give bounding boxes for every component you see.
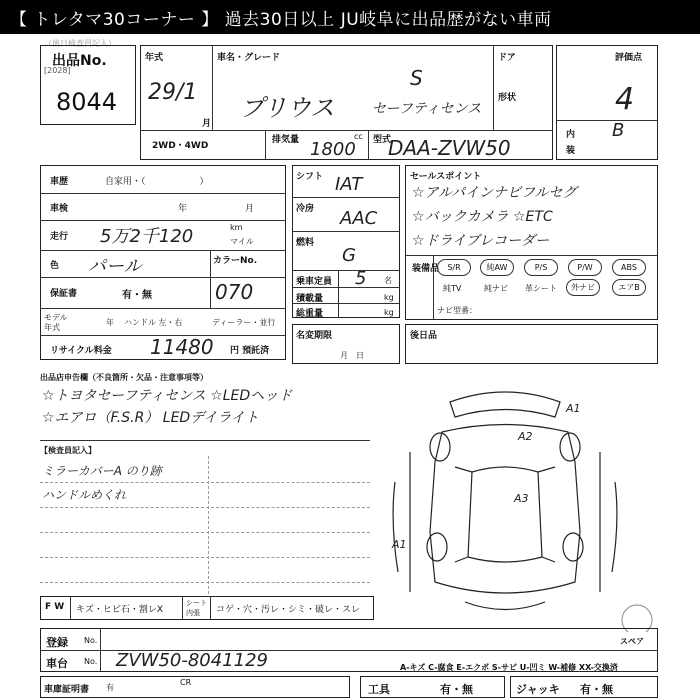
shift-value: IAT [335, 174, 363, 195]
car-body-outline [430, 425, 580, 594]
displacement-unit: cc [354, 132, 363, 141]
fuel-value: G [342, 245, 356, 266]
equip-navi-model: ナビ型番： [437, 306, 477, 315]
tools-label: 工具 [368, 683, 390, 696]
color-label: 色 [50, 261, 60, 271]
equip-navi: 純ナビ [484, 284, 508, 293]
interior-label1: 内 [566, 130, 576, 140]
year-label: 年式 [145, 53, 164, 63]
history-value: 自家用・（ ） [105, 177, 209, 187]
model-label: 型式 [373, 135, 392, 145]
jack-value: 有・無 [580, 683, 613, 696]
year-value: 29/1 [148, 80, 198, 105]
later-box [405, 324, 658, 364]
header-banner [0, 0, 700, 34]
car-grade: S [410, 66, 423, 90]
inspector-line-1: ミラーカバーA のり跡 [42, 464, 162, 478]
load-label: 積載量 [296, 294, 324, 304]
car-roof [468, 467, 542, 562]
equip-tv: 純TV [443, 284, 462, 293]
diagram-a1-top: A1 [566, 402, 581, 415]
fuel-label: 燃料 [296, 238, 315, 248]
modelyear-dealer: ディーラー・並行 [212, 318, 276, 327]
equipment-label: 装備品 [412, 264, 440, 274]
mileage-value: 5万2千120 [100, 226, 194, 247]
jack-label: ジャッキ [516, 683, 560, 696]
mileage-unit-mile: マイル [230, 237, 254, 246]
score-value: 4 [615, 82, 635, 117]
sales-line-1: ☆アルパインナビフルセグ [412, 185, 577, 201]
inspection-month: 月 [245, 204, 255, 214]
wheel-rear-left [427, 533, 447, 561]
weight-label: 総重量 [296, 309, 324, 319]
mileage-label: 走行 [50, 232, 69, 242]
tools-value: 有・無 [440, 683, 473, 696]
history-label: 車歴 [50, 177, 69, 187]
equip-aw: 純AW [480, 259, 514, 276]
lot-tag: [2028] [44, 66, 71, 75]
equip-ps: P/S [524, 259, 558, 276]
sales-line-3: ☆ドライブレコーダー [412, 233, 550, 249]
header-title: 【 トレタマ30コーナー 】 過去30日以上 JU岐阜に出品歴がない車両 [10, 9, 552, 30]
capacity-unit: 名 [384, 276, 392, 285]
sales-label: セールスポイント [410, 172, 482, 182]
registration-label: 登録 [46, 636, 68, 649]
weight-unit: kg [384, 308, 394, 317]
recycle-unit: 円 預託済 [230, 346, 270, 356]
car-rear-bumper [465, 602, 545, 610]
namechange-label: 名変期限 [296, 331, 333, 341]
notes-line-2: ☆エアロ（F.S.R） LEDデイライト [42, 410, 259, 426]
chassis-no: No. [84, 657, 98, 666]
sales-line-2: ☆バックカメラ ☆ETC [412, 209, 553, 225]
fw-items: キズ・ヒビ石・割レX [76, 605, 163, 615]
load-unit: kg [384, 293, 394, 302]
registration-no: No. [84, 636, 98, 645]
interior-value: B [612, 120, 625, 141]
car-front-bumper [450, 392, 560, 417]
inspection-year: 年 [178, 204, 188, 214]
inspector-label: 【検査員記入】 [40, 446, 96, 455]
diagram-a1-side: A1 [392, 538, 407, 551]
top-faint-note: （後日検査員記入） [44, 39, 116, 48]
modelyear-year: 年 [106, 318, 114, 327]
equip-abs: ABS [612, 259, 646, 276]
colorno-label: カラーNo. [213, 256, 258, 266]
ac-value: AAC [340, 208, 378, 229]
warranty-value: 有・無 [122, 290, 152, 301]
lot-number: 8044 [56, 88, 118, 116]
notes-label: 出品店申告欄（不良箇所・欠品・注意事項等） [40, 373, 208, 382]
car-side-left [393, 452, 410, 592]
recycle-label: リサイクル料金 [50, 346, 112, 356]
chassis-value: ZVW50-8041129 [116, 650, 269, 671]
interior-label2: 装 [566, 146, 576, 156]
displacement-label: 排気量 [272, 135, 300, 145]
colorno-value: 070 [215, 280, 254, 304]
equip-leather: 革シート [525, 284, 557, 293]
modelyear-l1: モデル [44, 313, 68, 322]
car-name: プリウス [240, 94, 335, 122]
fw-seat-l2: 内張 [186, 609, 200, 617]
drive-label: 2WD・4WD [152, 141, 209, 151]
ac-label: 冷房 [296, 204, 315, 214]
door-label: ドア [498, 53, 516, 63]
displacement-value: 1800 [310, 139, 356, 160]
car-grade2: セーフティセンス [372, 101, 482, 117]
fw-label: F W [45, 602, 65, 612]
equip-airbag: エアB [612, 279, 646, 296]
equip-extnavi: 外ナビ [566, 279, 600, 296]
damage-legend: A-キズ C-腐食 E-エクボ S-サビ U-凹ミ W-補修 XX-交換済 [400, 663, 618, 672]
color-value: パール [88, 256, 142, 277]
namechange-unit: 月 日 [340, 351, 364, 360]
score-label: 評価点 [615, 53, 643, 63]
wheel-front-right [560, 433, 580, 461]
cert-opt: 有 [106, 683, 114, 692]
lot-label: 出品No. [52, 53, 107, 69]
warranty-label: 保証書 [50, 289, 78, 299]
notes-line-1: ☆トヨタセーフティセンス ☆LEDヘッド [42, 388, 293, 404]
inspection-label: 車検 [50, 204, 69, 214]
spare-label: スペア [620, 637, 644, 646]
shift-label: シフト [296, 172, 324, 182]
inspector-line-2: ハンドルめくれ [42, 488, 127, 502]
model-value: DAA-ZVW50 [388, 136, 511, 160]
cert-label: 車庫証明書 [44, 685, 90, 695]
modelyear-l2: 年式 [44, 323, 60, 332]
diagram-a2: A2 [518, 430, 533, 443]
diagram-a3: A3 [514, 492, 529, 505]
shape-label: 形状 [498, 93, 517, 103]
recycle-value: 11480 [150, 335, 214, 359]
cert-cr: CR [180, 678, 192, 687]
capacity-value: 5 [355, 268, 367, 289]
modelyear-handle: ハンドル 左・右 [124, 318, 183, 327]
equip-sr: S/R [437, 259, 471, 276]
later-label: 後日品 [410, 331, 438, 341]
year-unit: 月 [202, 119, 212, 129]
car-label: 車名・グレード [217, 53, 281, 63]
wheel-front-left [430, 433, 450, 461]
fw-seat-l1: シート [186, 599, 207, 607]
wheel-rear-right [563, 533, 583, 561]
fw-seat-items: コゲ・穴・汚レ・シミ・破レ・スレ [216, 605, 361, 615]
chassis-label: 車台 [46, 657, 68, 670]
car-side-right [600, 452, 617, 592]
mileage-unit-km: km [230, 223, 243, 232]
capacity-label: 乗車定員 [296, 277, 333, 287]
equip-pw: P/W [568, 259, 602, 276]
